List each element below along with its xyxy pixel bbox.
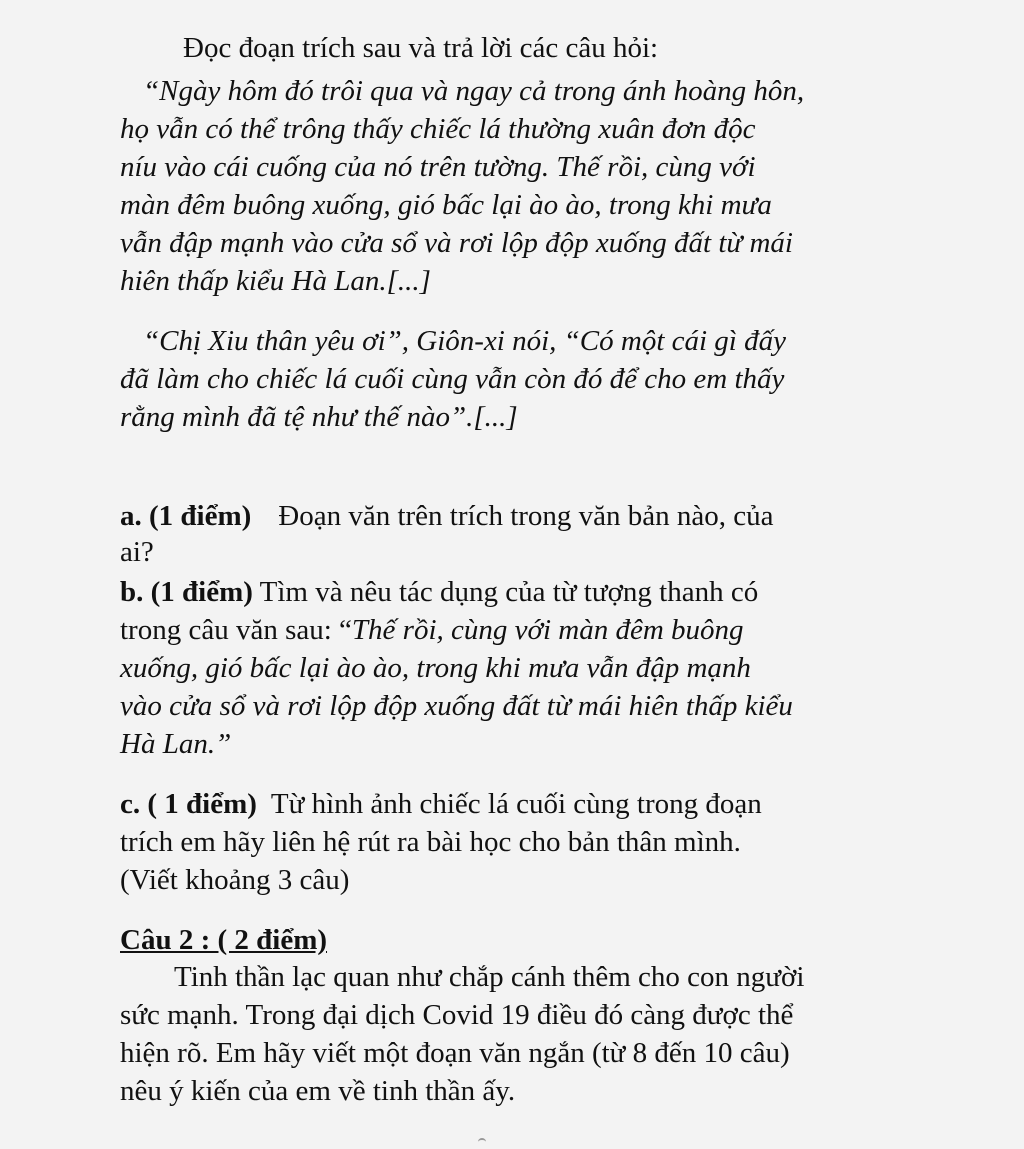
question-b-line3: xuống, gió bấc lại ào ào, trong khi mưa vẫn đập mạnh — [120, 652, 751, 684]
instruction-text: Đọc đoạn trích sau và trả lời các câu hỏi: — [183, 32, 659, 64]
passage1-line: níu vào cái cuống của nó trên tường. Thế rồi, cùng với — [120, 151, 756, 183]
question-a-line2: ai? — [120, 536, 154, 568]
passage1-line: họ vẫn có thể trông thấy chiếc lá thường xuân đơn độc — [120, 113, 756, 145]
question-b-line2 — [120, 612, 744, 649]
question-b-label: b. (1 điểm) — [120, 576, 253, 608]
question-b-line5: Hà Lan.” — [120, 728, 232, 760]
question-b-line4: vào cửa sổ và rơi lộp độp xuống đất từ mái hiên thấp kiểu — [120, 690, 793, 722]
question-c-text: Từ hình ảnh chiếc lá cuối cùng trong đoạn — [256, 788, 762, 820]
passage1-line: “Ngày hôm đó trôi qua và ngay cả trong ánh hoàng hôn, — [143, 75, 805, 107]
passage1-line: hiên thấp kiểu Hà Lan.[...] — [120, 265, 431, 297]
question-c — [120, 786, 762, 823]
passage2-line: rằng mình đã tệ như thế nào”.[...] — [120, 401, 518, 433]
question-c-line2: trích em hãy liên hệ rút ra bài học cho bản thân mình. — [120, 826, 741, 858]
passage2-line: đã làm cho chiếc lá cuối cùng vẫn còn đó để cho em thấy — [120, 363, 785, 395]
cut-off-glyph — [478, 1138, 486, 1146]
question-b-line2-plain: trong câu văn sau: “ — [120, 614, 352, 646]
passage1-line: vẫn đập mạnh vào cửa sổ và rơi lộp độp xuống đất từ mái — [120, 227, 793, 259]
question-c-label: c. ( 1 điểm) — [120, 788, 257, 820]
question-c-line3: (Viết khoảng 3 câu) — [120, 864, 350, 896]
cau2-line: Tinh thần lạc quan như chắp cánh thêm cho con người — [174, 961, 805, 993]
question-a-text: Đoạn văn trên trích trong văn bản nào, của — [278, 500, 774, 532]
question-a-label: a. (1 điểm) — [120, 500, 252, 532]
cau2-line: sức mạnh. Trong đại dịch Covid 19 điều đó càng được thể — [120, 999, 794, 1031]
question-a — [120, 498, 774, 535]
cau2-line: hiện rõ. Em hãy viết một đoạn văn ngắn (từ 8 đến 10 câu) — [120, 1037, 790, 1069]
question-b-text: Tìm và nêu tác dụng của từ tượng thanh có — [252, 576, 759, 608]
passage2-line: “Chị Xiu thân yêu ơi”, Giôn-xi nói, “Có một cái gì đấy — [143, 325, 786, 357]
passage1-line: màn đêm buông xuống, gió bấc lại ào ào, trong khi mưa — [120, 189, 772, 221]
question-b — [120, 574, 758, 611]
question-b-line2-quote: Thế rồi, cùng với màn đêm buông — [351, 614, 744, 646]
cau2-line: nêu ý kiến của em về tinh thần ấy. — [120, 1075, 516, 1107]
cau2-heading: Câu 2 : ( 2 điểm) — [120, 924, 328, 956]
